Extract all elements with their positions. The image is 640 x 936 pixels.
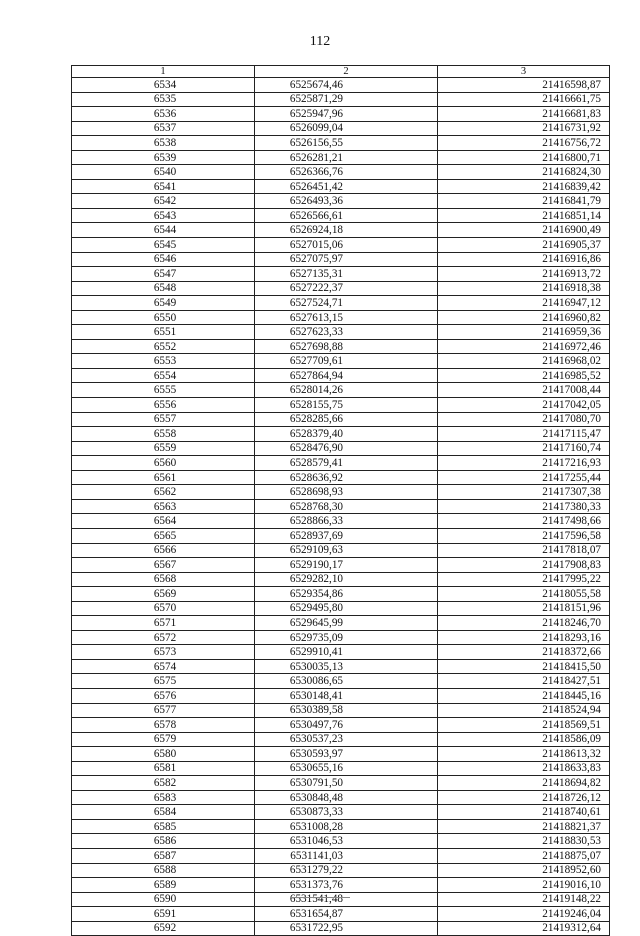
y-coordinate-cell: 21416900,49	[438, 223, 610, 238]
point-number-cell: 6578	[72, 718, 255, 733]
table-row	[72, 470, 610, 485]
x-coordinate-cell: 6528636,92	[255, 470, 438, 485]
y-coordinate-cell: 21416960,82	[438, 310, 610, 325]
table-row	[72, 878, 610, 893]
table-row	[72, 587, 610, 602]
table-row	[72, 398, 610, 413]
y-coordinate-cell: 21417908,83	[438, 558, 610, 573]
y-coordinate-cell: 21417380,33	[438, 499, 610, 514]
table-row	[72, 107, 610, 122]
x-coordinate-cell: 6530389,58	[255, 703, 438, 718]
y-coordinate-cell: 21416905,37	[438, 238, 610, 253]
table-row	[72, 732, 610, 747]
y-coordinate-cell: 21417995,22	[438, 572, 610, 587]
column-header-3: 3	[438, 66, 610, 78]
y-coordinate-cell: 21417080,70	[438, 412, 610, 427]
y-coordinate-cell: 21417818,07	[438, 543, 610, 558]
table-row	[72, 848, 610, 863]
x-coordinate-cell: 6531008,28	[255, 819, 438, 834]
x-coordinate-cell: 6527623,33	[255, 325, 438, 340]
x-coordinate-cell: 6529735,09	[255, 630, 438, 645]
point-number-cell: 6569	[72, 587, 255, 602]
table-row	[72, 368, 610, 383]
x-coordinate-cell: 6528866,33	[255, 514, 438, 529]
y-coordinate-cell: 21418372,66	[438, 645, 610, 660]
table-row	[72, 819, 610, 834]
y-coordinate-cell: 21416913,72	[438, 267, 610, 282]
x-coordinate-cell: 6527075,97	[255, 252, 438, 267]
point-number-cell: 6552	[72, 339, 255, 354]
table-row	[72, 456, 610, 471]
x-coordinate-cell: 6530655,16	[255, 761, 438, 776]
point-number-cell: 6589	[72, 878, 255, 893]
table-row	[72, 907, 610, 922]
point-number-cell: 6541	[72, 179, 255, 194]
x-coordinate-cell: 6529910,41	[255, 645, 438, 660]
table-row	[72, 412, 610, 427]
point-number-cell: 6592	[72, 921, 255, 936]
footer-line	[290, 897, 350, 898]
x-coordinate-cell: 6525674,46	[255, 78, 438, 93]
point-number-cell: 6550	[72, 310, 255, 325]
x-coordinate-cell: 6529354,86	[255, 587, 438, 602]
point-number-cell: 6577	[72, 703, 255, 718]
table-row	[72, 194, 610, 209]
y-coordinate-cell: 21418151,96	[438, 601, 610, 616]
point-number-cell: 6586	[72, 834, 255, 849]
x-coordinate-cell: 6526493,36	[255, 194, 438, 209]
x-coordinate-cell: 6528155,75	[255, 398, 438, 413]
point-number-cell: 6542	[72, 194, 255, 209]
x-coordinate-cell: 6530873,33	[255, 805, 438, 820]
x-coordinate-cell: 6527524,71	[255, 296, 438, 311]
table-row	[72, 208, 610, 223]
point-number-cell: 6558	[72, 427, 255, 442]
x-coordinate-cell: 6527015,06	[255, 238, 438, 253]
page-number: 112	[309, 34, 331, 49]
table-body	[72, 78, 610, 936]
point-number-cell: 6548	[72, 281, 255, 296]
table-row	[72, 921, 610, 936]
point-number-cell: 6572	[72, 630, 255, 645]
point-number-cell: 6571	[72, 616, 255, 631]
point-number-cell: 6570	[72, 601, 255, 616]
point-number-cell: 6591	[72, 907, 255, 922]
table-row	[72, 616, 610, 631]
x-coordinate-cell: 6529282,10	[255, 572, 438, 587]
y-coordinate-cell: 21418613,32	[438, 747, 610, 762]
table-row	[72, 892, 610, 907]
point-number-cell: 6553	[72, 354, 255, 369]
x-coordinate-cell: 6527864,94	[255, 368, 438, 383]
y-coordinate-cell: 21419312,64	[438, 921, 610, 936]
point-number-cell: 6539	[72, 150, 255, 165]
y-coordinate-cell: 21416661,75	[438, 92, 610, 107]
y-coordinate-cell: 21416839,42	[438, 179, 610, 194]
x-coordinate-cell: 6528285,66	[255, 412, 438, 427]
x-coordinate-cell: 6528579,41	[255, 456, 438, 471]
table-row	[72, 310, 610, 325]
table-row	[72, 499, 610, 514]
column-header-2: 2	[255, 66, 438, 78]
y-coordinate-cell: 21416841,79	[438, 194, 610, 209]
table-row	[72, 296, 610, 311]
point-number-cell: 6567	[72, 558, 255, 573]
x-coordinate-cell: 6528476,90	[255, 441, 438, 456]
point-number-cell: 6536	[72, 107, 255, 122]
point-number-cell: 6566	[72, 543, 255, 558]
table-row	[72, 863, 610, 878]
y-coordinate-cell: 21416824,30	[438, 165, 610, 180]
y-coordinate-cell: 21418524,94	[438, 703, 610, 718]
x-coordinate-cell: 6530148,41	[255, 688, 438, 703]
table-row	[72, 485, 610, 500]
table-row	[72, 528, 610, 543]
x-coordinate-cell: 6528937,69	[255, 528, 438, 543]
table-row	[72, 688, 610, 703]
point-number-cell: 6557	[72, 412, 255, 427]
point-number-cell: 6580	[72, 747, 255, 762]
x-coordinate-cell: 6531722,95	[255, 921, 438, 936]
table-row	[72, 718, 610, 733]
table-row	[72, 441, 610, 456]
x-coordinate-cell: 6527709,61	[255, 354, 438, 369]
x-coordinate-cell: 6528014,26	[255, 383, 438, 398]
point-number-cell: 6545	[72, 238, 255, 253]
x-coordinate-cell: 6526156,55	[255, 136, 438, 151]
y-coordinate-cell: 21416947,12	[438, 296, 610, 311]
x-coordinate-cell: 6526366,76	[255, 165, 438, 180]
x-coordinate-cell: 6527222,37	[255, 281, 438, 296]
table-row	[72, 339, 610, 354]
point-number-cell: 6551	[72, 325, 255, 340]
table-row	[72, 543, 610, 558]
table-row	[72, 150, 610, 165]
x-coordinate-cell: 6529190,17	[255, 558, 438, 573]
x-coordinate-cell: 6525947,96	[255, 107, 438, 122]
table-row	[72, 354, 610, 369]
point-number-cell: 6579	[72, 732, 255, 747]
x-coordinate-cell: 6527613,15	[255, 310, 438, 325]
point-number-cell: 6555	[72, 383, 255, 398]
x-coordinate-cell: 6528379,40	[255, 427, 438, 442]
y-coordinate-cell: 21416916,86	[438, 252, 610, 267]
table-row	[72, 78, 610, 93]
y-coordinate-cell: 21418055,58	[438, 587, 610, 602]
table-row	[72, 572, 610, 587]
x-coordinate-cell: 6528698,93	[255, 485, 438, 500]
point-number-cell: 6575	[72, 674, 255, 689]
x-coordinate-cell: 6526281,21	[255, 150, 438, 165]
table-row	[72, 674, 610, 689]
y-coordinate-cell: 21416851,14	[438, 208, 610, 223]
y-coordinate-cell: 21418293,16	[438, 630, 610, 645]
table-header-row	[72, 66, 610, 78]
point-number-cell: 6540	[72, 165, 255, 180]
table-row	[72, 703, 610, 718]
y-coordinate-cell: 21418875,07	[438, 848, 610, 863]
y-coordinate-cell: 21416985,52	[438, 368, 610, 383]
point-number-cell: 6547	[72, 267, 255, 282]
point-number-cell: 6568	[72, 572, 255, 587]
y-coordinate-cell: 21416968,02	[438, 354, 610, 369]
point-number-cell: 6544	[72, 223, 255, 238]
y-coordinate-cell: 21417255,44	[438, 470, 610, 485]
x-coordinate-cell: 6530848,48	[255, 790, 438, 805]
point-number-cell: 6546	[72, 252, 255, 267]
y-coordinate-cell: 21417596,58	[438, 528, 610, 543]
x-coordinate-cell: 6530537,23	[255, 732, 438, 747]
point-number-cell: 6563	[72, 499, 255, 514]
y-coordinate-cell: 21418821,37	[438, 819, 610, 834]
point-number-cell: 6560	[72, 456, 255, 471]
y-coordinate-cell: 21416681,83	[438, 107, 610, 122]
y-coordinate-cell: 21418586,09	[438, 732, 610, 747]
table-row	[72, 761, 610, 776]
point-number-cell: 6588	[72, 863, 255, 878]
table-row	[72, 136, 610, 151]
table-row	[72, 558, 610, 573]
coordinates-table	[71, 65, 610, 936]
point-number-cell: 6535	[72, 92, 255, 107]
point-number-cell: 6581	[72, 761, 255, 776]
y-coordinate-cell: 21418952,60	[438, 863, 610, 878]
table-row	[72, 267, 610, 282]
y-coordinate-cell: 21418633,83	[438, 761, 610, 776]
point-number-cell: 6534	[72, 78, 255, 93]
point-number-cell: 6564	[72, 514, 255, 529]
x-coordinate-cell: 6531373,76	[255, 878, 438, 893]
y-coordinate-cell: 21418427,51	[438, 674, 610, 689]
table-row	[72, 92, 610, 107]
y-coordinate-cell: 21417160,74	[438, 441, 610, 456]
y-coordinate-cell: 21418740,61	[438, 805, 610, 820]
x-coordinate-cell: 6530791,50	[255, 776, 438, 791]
x-coordinate-cell: 6525871,29	[255, 92, 438, 107]
y-coordinate-cell: 21418694,82	[438, 776, 610, 791]
table-row	[72, 252, 610, 267]
table-row	[72, 630, 610, 645]
column-header-1: 1	[72, 66, 255, 78]
x-coordinate-cell: 6531654,87	[255, 907, 438, 922]
y-coordinate-cell: 21417498,66	[438, 514, 610, 529]
point-number-cell: 6590	[72, 892, 255, 907]
x-coordinate-cell: 6531541,48	[255, 892, 438, 907]
point-number-cell: 6583	[72, 790, 255, 805]
point-number-cell: 6574	[72, 659, 255, 674]
x-coordinate-cell: 6530497,76	[255, 718, 438, 733]
table-row	[72, 776, 610, 791]
table-row	[72, 121, 610, 136]
point-number-cell: 6587	[72, 848, 255, 863]
point-number-cell: 6565	[72, 528, 255, 543]
table-row	[72, 165, 610, 180]
y-coordinate-cell: 21419246,04	[438, 907, 610, 922]
y-coordinate-cell: 21416918,38	[438, 281, 610, 296]
x-coordinate-cell: 6530086,65	[255, 674, 438, 689]
table-row	[72, 645, 610, 660]
table-row	[72, 834, 610, 849]
x-coordinate-cell: 6529645,99	[255, 616, 438, 631]
y-coordinate-cell: 21419148,22	[438, 892, 610, 907]
y-coordinate-cell: 21416972,46	[438, 339, 610, 354]
table-row	[72, 238, 610, 253]
y-coordinate-cell: 21418726,12	[438, 790, 610, 805]
x-coordinate-cell: 6529109,63	[255, 543, 438, 558]
y-coordinate-cell: 21418830,53	[438, 834, 610, 849]
table-row	[72, 805, 610, 820]
x-coordinate-cell: 6526099,04	[255, 121, 438, 136]
x-coordinate-cell: 6530035,13	[255, 659, 438, 674]
x-coordinate-cell: 6528768,30	[255, 499, 438, 514]
point-number-cell: 6582	[72, 776, 255, 791]
y-coordinate-cell: 21417307,38	[438, 485, 610, 500]
point-number-cell: 6556	[72, 398, 255, 413]
point-number-cell: 6538	[72, 136, 255, 151]
point-number-cell: 6559	[72, 441, 255, 456]
x-coordinate-cell: 6531141,03	[255, 848, 438, 863]
x-coordinate-cell: 6526924,18	[255, 223, 438, 238]
y-coordinate-cell: 21417042,05	[438, 398, 610, 413]
y-coordinate-cell: 21417115,47	[438, 427, 610, 442]
y-coordinate-cell: 21416800,71	[438, 150, 610, 165]
table-row	[72, 223, 610, 238]
x-coordinate-cell: 6531046,53	[255, 834, 438, 849]
table-row	[72, 427, 610, 442]
y-coordinate-cell: 21417008,44	[438, 383, 610, 398]
x-coordinate-cell: 6527135,31	[255, 267, 438, 282]
point-number-cell: 6573	[72, 645, 255, 660]
y-coordinate-cell: 21416731,92	[438, 121, 610, 136]
y-coordinate-cell: 21418415,50	[438, 659, 610, 674]
x-coordinate-cell: 6531279,22	[255, 863, 438, 878]
point-number-cell: 6554	[72, 368, 255, 383]
point-number-cell: 6561	[72, 470, 255, 485]
table-row	[72, 659, 610, 674]
point-number-cell: 6549	[72, 296, 255, 311]
y-coordinate-cell: 21418246,70	[438, 616, 610, 631]
y-coordinate-cell: 21416756,72	[438, 136, 610, 151]
point-number-cell: 6543	[72, 208, 255, 223]
y-coordinate-cell: 21418445,16	[438, 688, 610, 703]
table-row	[72, 179, 610, 194]
y-coordinate-cell: 21416959,36	[438, 325, 610, 340]
table-row	[72, 601, 610, 616]
point-number-cell: 6537	[72, 121, 255, 136]
x-coordinate-cell: 6529495,80	[255, 601, 438, 616]
table-row	[72, 281, 610, 296]
table-row	[72, 514, 610, 529]
y-coordinate-cell: 21418569,51	[438, 718, 610, 733]
point-number-cell: 6562	[72, 485, 255, 500]
y-coordinate-cell: 21416598,87	[438, 78, 610, 93]
table-row	[72, 747, 610, 762]
table-row	[72, 790, 610, 805]
x-coordinate-cell: 6530593,97	[255, 747, 438, 762]
y-coordinate-cell: 21419016,10	[438, 878, 610, 893]
point-number-cell: 6584	[72, 805, 255, 820]
y-coordinate-cell: 21417216,93	[438, 456, 610, 471]
table-row	[72, 383, 610, 398]
table-row	[72, 325, 610, 340]
point-number-cell: 6585	[72, 819, 255, 834]
x-coordinate-cell: 6526566,61	[255, 208, 438, 223]
x-coordinate-cell: 6527698,88	[255, 339, 438, 354]
point-number-cell: 6576	[72, 688, 255, 703]
x-coordinate-cell: 6526451,42	[255, 179, 438, 194]
